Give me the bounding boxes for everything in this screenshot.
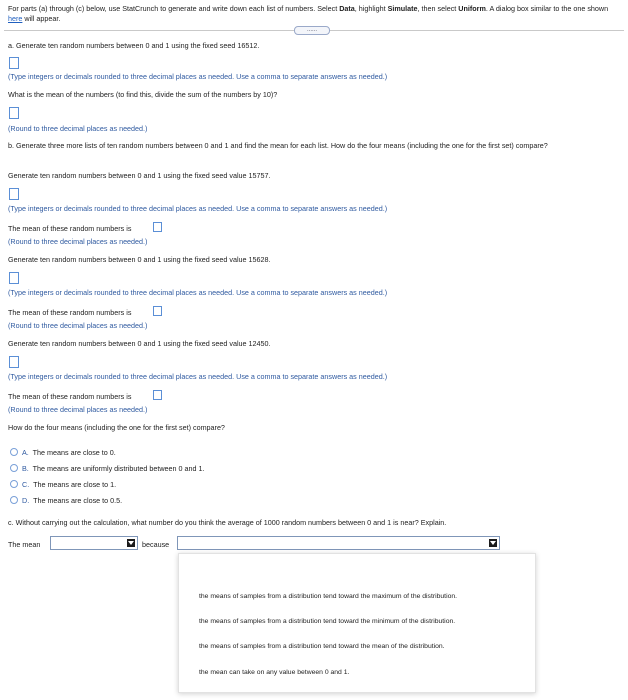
seed-15757-mean-answer-box[interactable] bbox=[153, 222, 162, 232]
seed-15757-list-hint: (Type integers or decimals rounded to three decimal places as needed. Use a comma to separate answers as needed.) bbox=[8, 204, 388, 213]
here-link[interactable]: here bbox=[8, 13, 23, 23]
compare-means-question: How do the four means (including the one for the first set) compare? bbox=[8, 423, 225, 432]
instructions-text: . A dialog box similar to the one shown bbox=[485, 4, 609, 13]
seed-15628-prompt: Generate ten random numbers between 0 and 1 using the fixed seed value 15628. bbox=[8, 255, 271, 264]
option-a[interactable] bbox=[22, 448, 116, 457]
because-option-maximum[interactable]: the means of samples from a distribution tend toward the maximum of the distribution. bbox=[199, 593, 458, 600]
because-label: because bbox=[142, 540, 170, 549]
option-d-letter: D. bbox=[22, 496, 30, 505]
part-c-question: c. Without carrying out the calculation, what number do you think the average of 1000 random numbers between 0 and 1 is near? Explain. bbox=[8, 518, 447, 527]
instructions-paragraph bbox=[8, 4, 620, 23]
uniform-menu-name: Uniform bbox=[458, 4, 486, 13]
seed-15757-mean-label: The mean of these random numbers is bbox=[8, 224, 132, 233]
instructions-text: will appear. bbox=[22, 13, 61, 23]
seed-15628-list-answer-box[interactable] bbox=[9, 272, 19, 284]
because-option-any-value[interactable]: the mean can take on any value between 0 and 1. bbox=[199, 669, 350, 676]
part-a-round-hint: (Round to three decimal places as needed.) bbox=[8, 124, 148, 133]
option-b-text: The means are uniformly distributed between 0 and 1. bbox=[32, 464, 205, 473]
because-options-dropdown bbox=[178, 553, 536, 693]
part-b-question: b. Generate three more lists of ten random numbers between 0 and 1 and find the mean for each list. How do the four means (including the one for the first set) compare? bbox=[8, 141, 548, 150]
option-d-radio[interactable] bbox=[10, 496, 18, 504]
dropdown-arrow-icon bbox=[127, 539, 135, 547]
seed-15757-round-hint: (Round to three decimal places as needed.) bbox=[8, 237, 148, 246]
seed-15628-mean-answer-box[interactable] bbox=[153, 306, 162, 316]
because-option-minimum[interactable]: the means of samples from a distribution tend toward the minimum of the distribution. bbox=[199, 618, 456, 625]
seed-12450-round-hint: (Round to three decimal places as needed.) bbox=[8, 405, 148, 414]
option-d[interactable] bbox=[22, 496, 122, 505]
expand-instructions-button[interactable]: ...... bbox=[294, 26, 330, 35]
part-a-question: a. Generate ten random numbers between 0 and 1 using the fixed seed 16512. bbox=[8, 41, 260, 50]
the-mean-label: The mean bbox=[8, 540, 41, 549]
seed-15757-list-answer-box[interactable] bbox=[9, 188, 19, 200]
option-c-radio[interactable] bbox=[10, 480, 18, 488]
dropdown-arrow-icon bbox=[489, 539, 497, 547]
part-a-mean-question: What is the mean of the numbers (to find this, divide the sum of the numbers by 10)? bbox=[8, 90, 278, 99]
option-a-letter: A. bbox=[22, 448, 29, 457]
option-c[interactable] bbox=[22, 480, 116, 489]
seed-15628-list-hint: (Type integers or decimals rounded to three decimal places as needed. Use a comma to separate answers as needed.) bbox=[8, 288, 388, 297]
option-b-letter: B. bbox=[22, 464, 29, 473]
data-menu-name: Data bbox=[339, 4, 355, 13]
seed-15628-round-hint: (Round to three decimal places as needed.) bbox=[8, 321, 148, 330]
part-a-list-hint: (Type integers or decimals rounded to three decimal places as needed. Use a comma to separate answers as needed.) bbox=[8, 72, 388, 81]
because-option-mean[interactable]: the means of samples from a distribution tend toward the mean of the distribution. bbox=[199, 643, 445, 650]
option-a-text: The means are close to 0. bbox=[32, 448, 116, 457]
seed-12450-prompt: Generate ten random numbers between 0 and 1 using the fixed seed value 12450. bbox=[8, 339, 271, 348]
seed-15628-mean-label: The mean of these random numbers is bbox=[8, 308, 132, 317]
instructions-text: , then select bbox=[417, 4, 459, 13]
option-c-letter: C. bbox=[22, 480, 30, 489]
because-reason-select[interactable] bbox=[177, 536, 500, 550]
seed-15757-prompt: Generate ten random numbers between 0 and 1 using the fixed seed value 15757. bbox=[8, 171, 271, 180]
option-b-radio[interactable] bbox=[10, 464, 18, 472]
seed-12450-list-answer-box[interactable] bbox=[9, 356, 19, 368]
option-b[interactable] bbox=[22, 464, 204, 473]
simulate-menu-name: Simulate bbox=[387, 4, 418, 13]
seed-12450-mean-label: The mean of these random numbers is bbox=[8, 392, 132, 401]
option-d-text: The means are close to 0.5. bbox=[33, 496, 123, 505]
part-a-list-answer-box[interactable] bbox=[9, 57, 19, 69]
seed-12450-list-hint: (Type integers or decimals rounded to three decimal places as needed. Use a comma to separate answers as needed.) bbox=[8, 372, 388, 381]
seed-12450-mean-answer-box[interactable] bbox=[153, 390, 162, 400]
option-a-radio[interactable] bbox=[10, 448, 18, 456]
part-a-mean-answer-box[interactable] bbox=[9, 107, 19, 119]
mean-value-select[interactable] bbox=[50, 536, 138, 550]
option-c-text: The means are close to 1. bbox=[33, 480, 117, 489]
instructions-text: For parts (a) through (c) below, use StatCrunch to generate and write down each list of numbers. Select bbox=[8, 4, 340, 13]
instructions-text: , highlight bbox=[354, 4, 388, 13]
